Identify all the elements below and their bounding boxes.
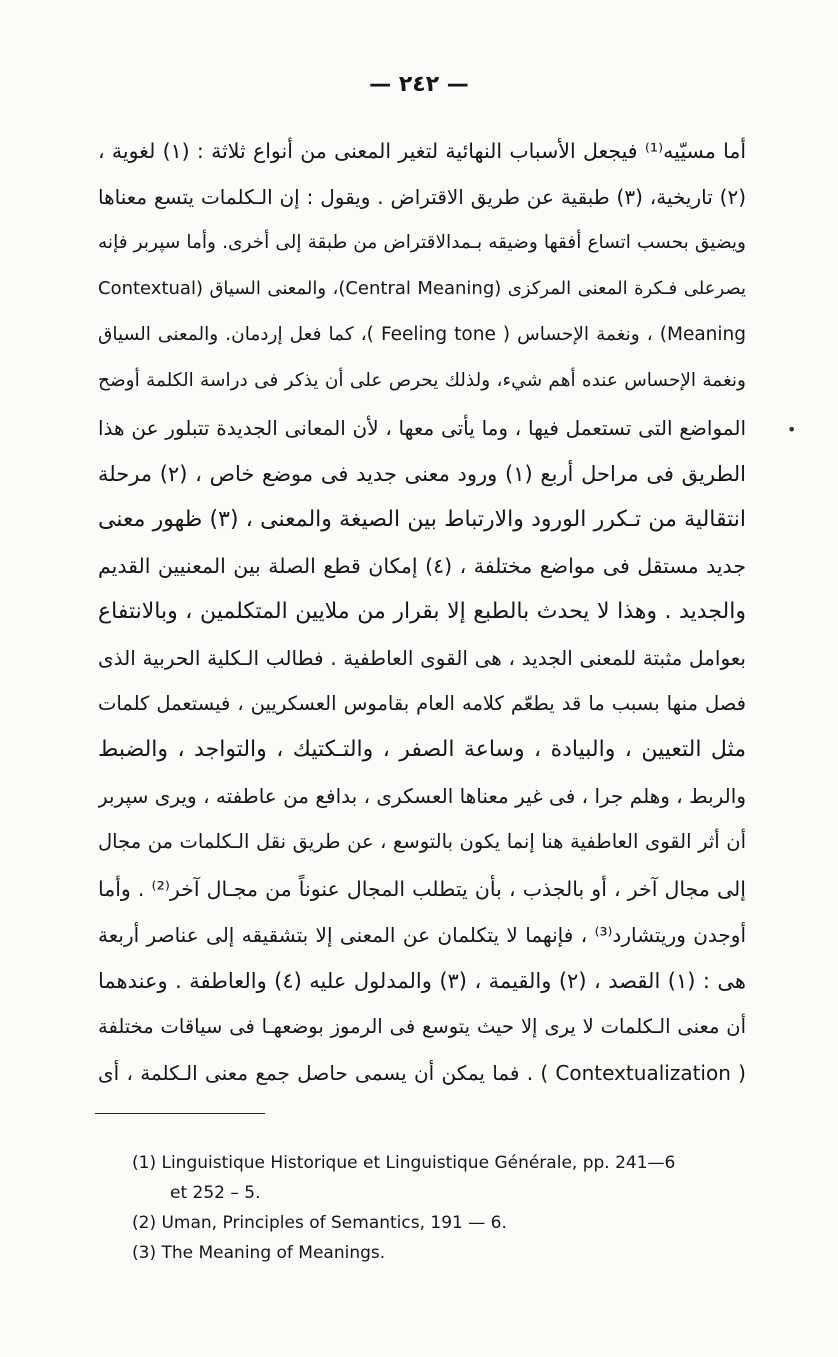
text-line: أن أثر القوى العاطفية هنا إنما يكون بالتوسع ، عن طريق نقل الـكلمات من مجال [98, 830, 746, 854]
text-line: فصل منها بسبب ما قد يطعّم كلامه العام بقاموس العسكريين ، فيستعمل كلمات [98, 692, 746, 716]
footnote-3: (3) The Meaning of Meanings. [132, 1243, 386, 1263]
footnote-divider [95, 1113, 265, 1114]
text-line: ونغمة الإحساس عنده أهم شيء، ولذلك يحرص على أن يذكر فى دراسة الكلمة أوضح [98, 370, 746, 392]
text-line: بعوامل مثبتة للمعنى الجديد ، هى القوى العاطفية . فطالب الـكلية الحربية الذى [98, 646, 746, 671]
footnotes [132, 1148, 772, 1268]
text-line: والربط ، وهلم جرا ، فى غير معناها العسكرى ، بدافع من عاطفته ، ويرى سپربر [98, 784, 746, 809]
text-line: جديد مستقل فى مواضع مختلفة ، (٤) إمكان قطع الصلة بين المعنيين القديم [98, 553, 746, 578]
text-line: والجديد . وهذا لا يحدث بالطبع إلا بقرار من ملايين المتكلمين ، وبالانتفاع [98, 598, 746, 624]
page-number: — ٢٤٢ — [369, 72, 469, 97]
text-line: ويضيق بحسب اتساع أفقها وضيقه بـ‍مدالاقتراض من طبقة إلى أخرى. وأما سپربر فإنه [98, 232, 746, 254]
margin-dot: • [787, 420, 797, 439]
text-line: يصرعلى فـكرة المعنى المركزى (Central Meaning)، والمعنى السياق (Contextual [98, 278, 746, 300]
text-line: Meaning) ، ونغمة الإحساس ( Feeling tone )، كما فعل إردمان. والمعنى السياق [98, 324, 746, 346]
text-line: ( Contextualization ) . فما يمكن أن يسمى حاصل جمع معنى الـكلمة ، أى [98, 1060, 746, 1085]
text-line: أن معنى الـكلمات لا يرى إلا حيث يتوسع فى الرموز بوضعهـا فى سياقات مختلفة [98, 1014, 746, 1038]
text-line: مثل التعيين ، والبيادة ، وساعة الصفر ، والتـكتيك ، والتواجد ، والضبط [98, 737, 746, 763]
text-line: انتقالية من تـكرر الورود والارتباط بين الصيغة والمعنى ، (٣) ظهور معنى [98, 506, 746, 532]
text-line: هى : (١) القصد ، (٢) والقيمة ، (٣) والمدلول عليه (٤) والعاطفة . وعندهما [98, 968, 746, 993]
text-line: أوجدن وريتشارد⁽³⁾ ، فإنهما لا يتكلمان عن المعنى إلا بتشقيقه إلى عناصر أربعة [98, 922, 746, 947]
text-line: إلى مجال آخر ، أو بالجذب ، بأن يتطلب المجال عنوناً من مجـال آخر⁽²⁾ . وأما [98, 876, 746, 901]
footnote-1: (1) Linguistique Historique et Linguistique Générale, pp. 241—6 [132, 1153, 676, 1173]
body-text [98, 128, 746, 1096]
text-line: الطريق فى مراحل أربع (١) ورود معنى جديد فى موضع خاص ، (٢) مرحلة [98, 461, 746, 486]
footnote-2: (2) Uman, Principles of Semantics, 191 — 6. [132, 1213, 507, 1233]
text-line: المواضع التى تستعمل فيها ، وما يأتى معها ، لأن المعانى الجديدة تتبلور عن هذا [98, 415, 746, 440]
text-line: أما مسيّيه⁽¹⁾ فيجعل الأسباب النهائية لتغير المعنى من أنواع ثلاثة : (١) لغوية ، [98, 139, 746, 163]
footnote-1-continuation: et 252 – 5. [170, 1183, 261, 1203]
text-line: (٢) تاريخية، (٣) طبقية عن طريق الاقتراض . ويقول : إن الـكلمات يتسع معناها [98, 185, 746, 210]
